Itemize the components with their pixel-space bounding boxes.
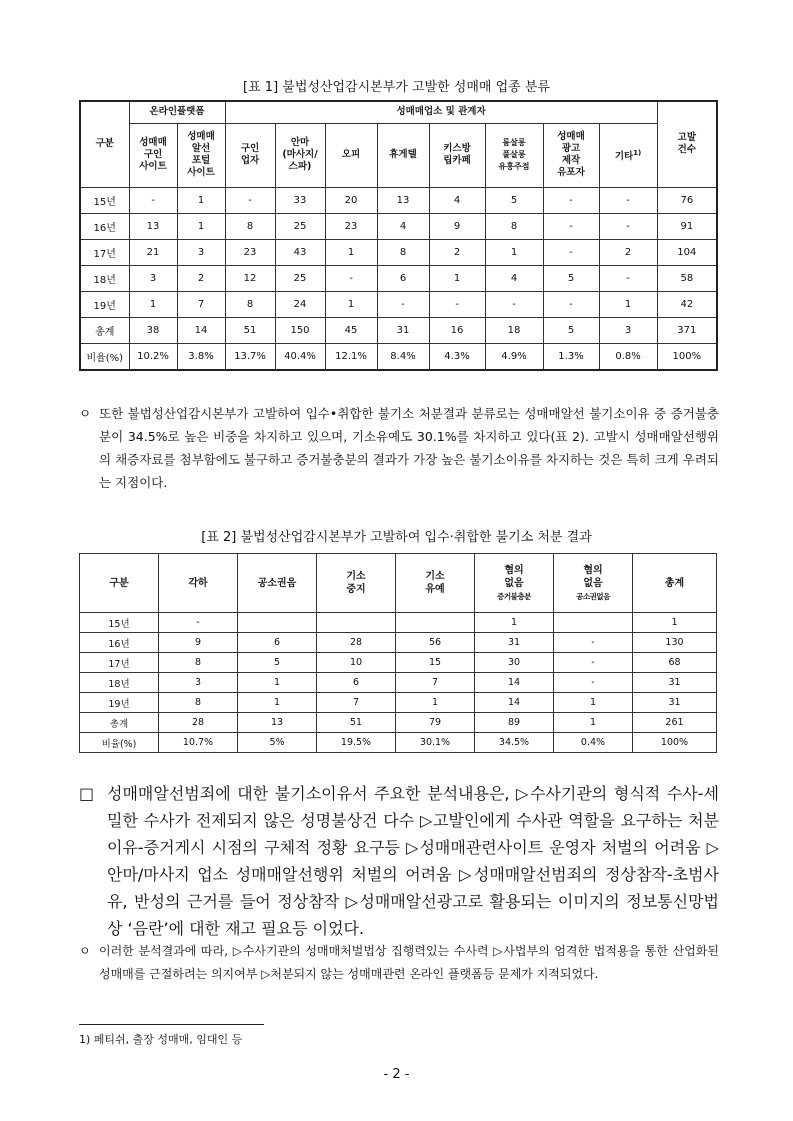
table-cell: 5% <box>238 733 317 753</box>
table-cell: 1.3% <box>543 343 599 370</box>
row-label: 비율(%) <box>80 733 159 753</box>
table-cell: 1 <box>177 213 225 239</box>
table-cell: 15 <box>396 653 475 673</box>
table-cell: 8 <box>225 291 275 317</box>
table-cell: 30 <box>475 653 554 673</box>
t2-col-header: 공소권음 <box>238 554 317 613</box>
table-cell: 1 <box>485 239 543 265</box>
t1-col-header: 휴게텔 <box>377 123 429 187</box>
table-cell: 13 <box>129 213 177 239</box>
table-cell: 51 <box>317 713 396 733</box>
table-cell: 100% <box>633 733 717 753</box>
table-cell: - <box>599 265 657 291</box>
row-label: 19년 <box>80 291 129 317</box>
table-cell: 8.4% <box>377 343 429 370</box>
table-cell: 23 <box>225 239 275 265</box>
row-label: 16년 <box>80 633 159 653</box>
table-cell: - <box>429 291 485 317</box>
t2-subheader: 공소권없음 <box>576 591 610 601</box>
table-row <box>80 239 717 265</box>
table-cell: 5 <box>543 317 599 343</box>
table-cell: 2 <box>177 265 225 291</box>
table-row <box>80 291 717 317</box>
table-cell: - <box>554 653 633 673</box>
table-cell: 1 <box>554 693 633 713</box>
table-cell: 28 <box>317 633 396 653</box>
table-cell: 5 <box>543 265 599 291</box>
table-row <box>80 213 717 239</box>
table-cell: 23 <box>325 213 377 239</box>
table-cell: 31 <box>475 633 554 653</box>
table-cell: 10.7% <box>159 733 238 753</box>
row-label: 15년 <box>80 187 129 213</box>
table-cell: 4.3% <box>429 343 485 370</box>
table-cell: 3.8% <box>177 343 225 370</box>
table-row <box>80 343 717 370</box>
t2-subheader: 증거불충분 <box>497 591 531 601</box>
t2-col-header: 혐의 없음 공소권없음 <box>554 554 633 613</box>
t2-col-header: 총계 <box>633 554 717 613</box>
t1-col-header: 구인 업자 <box>225 123 275 187</box>
table-cell: 40.4% <box>275 343 325 370</box>
table-cell: 4.9% <box>485 343 543 370</box>
table-cell: - <box>543 187 599 213</box>
t2-col-header: 기소 중지 <box>317 554 396 613</box>
table-cell: - <box>543 291 599 317</box>
table-cell: - <box>543 213 599 239</box>
table-cell: - <box>554 673 633 693</box>
table-cell: 7 <box>396 673 475 693</box>
table-cell: 56 <box>396 633 475 653</box>
table-cell: 1 <box>599 291 657 317</box>
t2-col-header: 구분 <box>80 554 159 613</box>
table-cell: 104 <box>657 239 717 265</box>
t1-col-header: 기타$^{1)}$ <box>599 123 657 187</box>
table-cell: 42 <box>657 291 717 317</box>
table-cell: 7 <box>317 693 396 713</box>
table-cell: 1 <box>475 613 554 633</box>
table-row <box>80 613 717 633</box>
t1-col-header: 룸살롱 풀살롱 유흥주점 <box>485 123 543 187</box>
table-row <box>80 653 717 673</box>
table-cell: 0.8% <box>599 343 657 370</box>
row-label: 비율(%) <box>80 343 129 370</box>
table-cell: 51 <box>225 317 275 343</box>
table-cell: 1 <box>129 291 177 317</box>
table-cell: - <box>225 187 275 213</box>
table-row <box>80 673 717 693</box>
table-cell: - <box>599 187 657 213</box>
row-label: 18년 <box>80 265 129 291</box>
table-cell: 8 <box>159 693 238 713</box>
table-cell: 8 <box>225 213 275 239</box>
table-row <box>80 693 717 713</box>
table-cell <box>238 613 317 633</box>
t1-head-gubun: 구분 <box>80 101 129 187</box>
table-cell: 89 <box>475 713 554 733</box>
table-cell: 9 <box>159 633 238 653</box>
t1-col-header: 성매매 광고 제작 유포자 <box>543 123 599 187</box>
table-cell: 79 <box>396 713 475 733</box>
table-cell: 5 <box>238 653 317 673</box>
table-cell <box>396 613 475 633</box>
table-cell: 1 <box>554 713 633 733</box>
table-cell: 58 <box>657 265 717 291</box>
table-cell: 33 <box>275 187 325 213</box>
table-cell: 12.1% <box>325 343 377 370</box>
para-text: 이러한 분석결과에 따라, ▷수사기관의 성매매처벌법상 집행력있는 수사력 ▷사법부의 엄격한 법적용을 통한 산업화된 성매매를 근절하려는 의지여부 ▷처분되지 않는 성매매관련 온라인 플랫폼등 문제가 지적되었다. <box>99 944 719 981</box>
table-cell: 34.5% <box>475 733 554 753</box>
row-label: 총계 <box>80 317 129 343</box>
table-cell: 24 <box>275 291 325 317</box>
t1-col-header: 키스방 립카페 <box>429 123 485 187</box>
table-cell: 1 <box>325 291 377 317</box>
para-text: 성매매알선범죄에 대한 불기소이유서 주요한 분석내용은, ▷수사기관의 형식적 수사-세밀한 수사가 전제되지 않은 성명불상건 다수 ▷고발인에게 수사관 역할을 요구하는 처분이유-증거게시 시점의 구체적 정황 요구등 ▷성매매관련사이트 운영자 처벌의 어려움 ▷안마/마사지 업소 성매매알선행위 처벌의 어려움 ▷성매매알선범죄의 정상참작-초범사유, 반성의 근거를 들어 정상참작 ▷성매매알선광고로 활용되는 이미지의 정보통신망법상 ‘음란’에 대한 재고 필요등 이었다. <box>107 784 719 938</box>
row-label: 19년 <box>80 693 159 713</box>
table-row <box>80 633 717 653</box>
row-label: 17년 <box>80 653 159 673</box>
table-cell: 5 <box>485 187 543 213</box>
table-cell: 14 <box>475 693 554 713</box>
table-cell: 2 <box>599 239 657 265</box>
para-main-findings <box>79 780 719 942</box>
checkbox-square-icon: □ <box>79 784 95 803</box>
table-cell: 0.4% <box>554 733 633 753</box>
table-cell: 100% <box>657 343 717 370</box>
table-cell: 28 <box>159 713 238 733</box>
row-label: 총계 <box>80 713 159 733</box>
table-cell: 2 <box>429 239 485 265</box>
table-cell: 1 <box>238 693 317 713</box>
table-cell: 3 <box>129 265 177 291</box>
table-cell <box>554 613 633 633</box>
bullet-o-icon: ㅇ <box>79 944 91 958</box>
table-cell: - <box>554 633 633 653</box>
table-cell: - <box>543 239 599 265</box>
table-cell: 31 <box>633 693 717 713</box>
table-cell: 25 <box>275 265 325 291</box>
table-cell: 18 <box>485 317 543 343</box>
table-cell: 4 <box>377 213 429 239</box>
t1-col-header: 성매매 구인 사이트 <box>129 123 177 187</box>
table-cell: 14 <box>177 317 225 343</box>
table-cell: 8 <box>485 213 543 239</box>
table-cell: 31 <box>633 673 717 693</box>
table2-caption: [표 2] 불법성산업감시본부가 고발하여 입수·취합한 불기소 처분 결과 <box>201 530 592 545</box>
table-cell: 12 <box>225 265 275 291</box>
table-cell: 6 <box>238 633 317 653</box>
t2-col-header: 기소 유예 <box>396 554 475 613</box>
table-cell: 9 <box>429 213 485 239</box>
table-cell: 45 <box>325 317 377 343</box>
table-cell: 38 <box>129 317 177 343</box>
table-row <box>80 317 717 343</box>
table-cell: 14 <box>475 673 554 693</box>
table-cell: 10 <box>317 653 396 673</box>
table-cell: 1 <box>429 265 485 291</box>
table-cell: 6 <box>317 673 396 693</box>
table-cell: - <box>377 291 429 317</box>
table-cell <box>317 613 396 633</box>
table-cell: - <box>325 265 377 291</box>
table-cell: 10.2% <box>129 343 177 370</box>
table-cell: 68 <box>633 653 717 673</box>
table-cell: - <box>159 613 238 633</box>
t1-col-header: 오피 <box>325 123 377 187</box>
t1-col-header: 성매매 알선 포털 사이트 <box>177 123 225 187</box>
table1-caption: [표 1] 불법성산업감시본부가 고발한 성매매 업종 분류 <box>243 80 550 95</box>
table-cell: 1 <box>238 673 317 693</box>
table-row <box>80 265 717 291</box>
table-cell: 150 <box>275 317 325 343</box>
bullet-o-icon: ㅇ <box>79 406 92 421</box>
table-cell: 1 <box>633 613 717 633</box>
table-cell: 30.1% <box>396 733 475 753</box>
table-cell: - <box>599 213 657 239</box>
table-cell: 13.7% <box>225 343 275 370</box>
para-text: 또한 불법성산업감시본부가 고발하여 입수•취합한 불기소 처분결과 분류로는 성매매알선 불기소이유 중 증거불충분이 34.5%로 높은 비중을 차지하고 있으며, 기소유예도 30.1%를 차지하고 있다(표 2). 고발시 성매매알선행위의 채증자료를 첨부함에도 불구하고 증거불충분의 결과가 가장 높은 불기소이유를 차지하는 것은 특히 크게 우려되는 지점이다. <box>99 406 719 490</box>
table-cell: 3 <box>177 239 225 265</box>
table-cell: 4 <box>429 187 485 213</box>
row-label: 16년 <box>80 213 129 239</box>
table-cell: 31 <box>377 317 429 343</box>
table-cell: 130 <box>633 633 717 653</box>
t1-head-total: 고발 건수 <box>657 101 717 187</box>
t1-group-online: 온라인플랫폼 <box>129 101 225 123</box>
table-row <box>80 733 717 753</box>
table-cell: - <box>129 187 177 213</box>
table-cell: 43 <box>275 239 325 265</box>
table-cell: 1 <box>177 187 225 213</box>
table-cell: 7 <box>177 291 225 317</box>
table1 <box>79 100 718 371</box>
table-cell: 13 <box>377 187 429 213</box>
table2 <box>79 553 717 753</box>
table-cell: 91 <box>657 213 717 239</box>
footnote-divider <box>79 1024 264 1025</box>
table-cell: 19.5% <box>317 733 396 753</box>
table-cell: 76 <box>657 187 717 213</box>
table-cell: 261 <box>633 713 717 733</box>
row-label: 18년 <box>80 673 159 693</box>
table-cell: 8 <box>377 239 429 265</box>
t1-col-header: 안마 (마사지/ 스파) <box>275 123 325 187</box>
table-cell: 21 <box>129 239 177 265</box>
table-cell: 3 <box>159 673 238 693</box>
table-cell: 25 <box>275 213 325 239</box>
table-cell: 8 <box>159 653 238 673</box>
page-number: - 2 - <box>383 1067 410 1082</box>
table-cell: 16 <box>429 317 485 343</box>
footnote-ref: 1) <box>633 148 642 157</box>
row-label: 17년 <box>80 239 129 265</box>
t2-col-header: 혐의 없음 증거불충분 <box>475 554 554 613</box>
table-cell: 6 <box>377 265 429 291</box>
table-cell: 371 <box>657 317 717 343</box>
para-issues <box>79 940 719 986</box>
t2-col-header: 각하 <box>159 554 238 613</box>
para-analysis-note <box>79 402 719 494</box>
table-cell: 20 <box>325 187 377 213</box>
table-cell: - <box>485 291 543 317</box>
table-cell: 4 <box>485 265 543 291</box>
table-cell: 1 <box>325 239 377 265</box>
table-cell: 3 <box>599 317 657 343</box>
footnote: 1) 페티쉬, 출장 성매매, 임대인 등 <box>79 1033 243 1046</box>
table-cell: 13 <box>238 713 317 733</box>
table-row <box>80 713 717 733</box>
row-label: 15년 <box>80 613 159 633</box>
table-cell: 1 <box>396 693 475 713</box>
t1-group-business: 성매매업소 및 관계자 <box>225 101 657 123</box>
table-row <box>80 187 717 213</box>
